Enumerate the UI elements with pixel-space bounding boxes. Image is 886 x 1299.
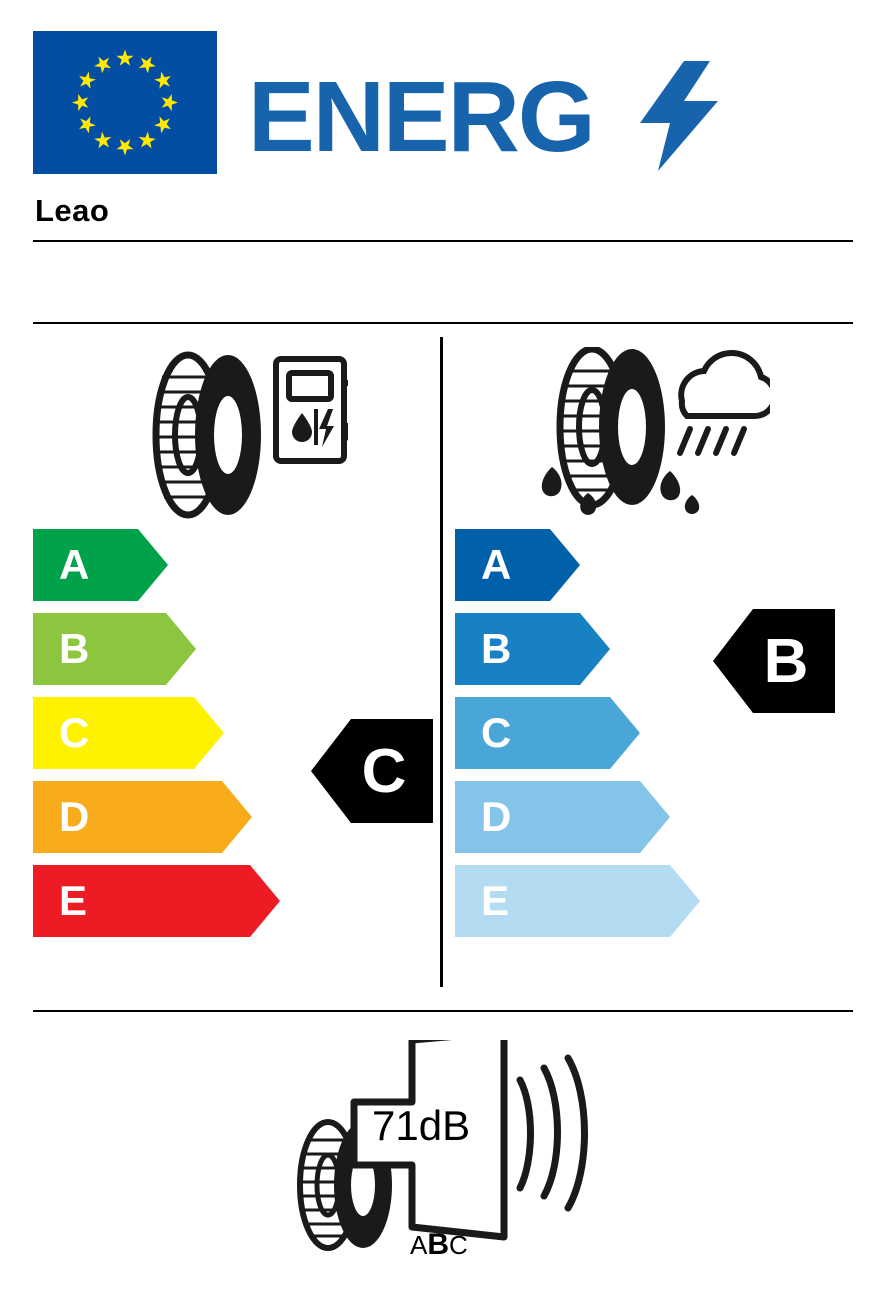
grade-label-c bbox=[455, 697, 640, 769]
grade-label-c bbox=[33, 697, 224, 769]
divider-vertical bbox=[440, 337, 443, 987]
tyre-fuel-pump-icon bbox=[128, 347, 348, 527]
grade-letter: B bbox=[481, 625, 512, 672]
grade-label-a bbox=[33, 529, 168, 601]
grade-letter: D bbox=[59, 793, 90, 840]
grade-letter: A bbox=[59, 541, 90, 588]
noise-class-c: C bbox=[449, 1230, 468, 1260]
lightning-bolt-icon bbox=[640, 61, 718, 171]
divider-top bbox=[33, 240, 853, 242]
wet-result-marker bbox=[713, 609, 835, 713]
wet-grade-list bbox=[455, 529, 855, 949]
noise-class-row bbox=[410, 1228, 468, 1262]
grade-label-b bbox=[33, 613, 196, 685]
divider-bottom bbox=[33, 1010, 853, 1012]
wet-grip-panel bbox=[455, 337, 855, 992]
grade-letter: E bbox=[59, 877, 88, 924]
brand-name: Leao bbox=[35, 193, 110, 228]
label-header bbox=[33, 31, 853, 176]
grade-label-b bbox=[455, 613, 610, 685]
fuel-result-marker bbox=[311, 719, 433, 823]
grade-label-e bbox=[455, 865, 700, 937]
tyre-loudspeaker-icon bbox=[288, 1040, 598, 1260]
grade-letter: A bbox=[481, 541, 512, 588]
eu-flag-icon bbox=[33, 31, 217, 174]
grade-row bbox=[33, 529, 433, 601]
grade-letter: D bbox=[481, 793, 512, 840]
grade-label-d bbox=[455, 781, 670, 853]
grade-row bbox=[33, 865, 433, 937]
noise-class-a: A bbox=[410, 1230, 428, 1260]
grade-row bbox=[455, 865, 855, 937]
grade-row bbox=[33, 613, 433, 685]
grade-letter: B bbox=[59, 625, 90, 672]
fuel-efficiency-panel bbox=[33, 337, 433, 992]
grade-letter: E bbox=[481, 877, 510, 924]
noise-db-value: 71dB bbox=[372, 1102, 471, 1149]
wet-result-letter: B bbox=[763, 626, 809, 696]
tyre-rain-cloud-icon bbox=[530, 347, 770, 527]
grade-row bbox=[455, 529, 855, 601]
grade-label-e bbox=[33, 865, 280, 937]
noise-class-b-selected: B bbox=[427, 1228, 450, 1261]
grade-letter: C bbox=[59, 709, 90, 756]
divider-second bbox=[33, 322, 853, 324]
grade-label-d bbox=[33, 781, 252, 853]
grade-row bbox=[455, 781, 855, 853]
fuel-result-letter: C bbox=[361, 736, 407, 806]
grade-label-a bbox=[455, 529, 580, 601]
grade-letter: C bbox=[481, 709, 512, 756]
energy-wordmark: ENERG bbox=[248, 61, 594, 173]
